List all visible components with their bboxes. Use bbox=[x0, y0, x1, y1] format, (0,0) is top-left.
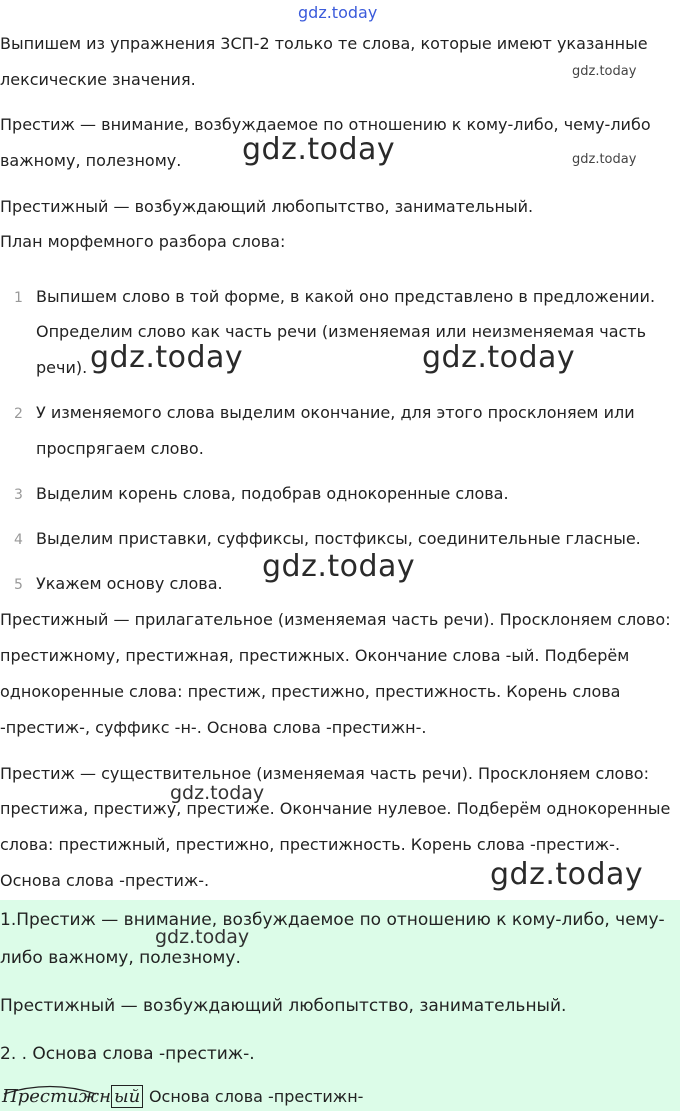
plan-item-1-line-2: Определим слово как часть речи (изменяемая или неизменяемая часть bbox=[36, 322, 647, 341]
list-number: 3 bbox=[14, 487, 23, 503]
plan-item-3 bbox=[14, 476, 509, 513]
answer-line-2: либо важному, полезному. bbox=[0, 948, 241, 968]
definition-prestizh-line-2: важному, полезному. bbox=[0, 151, 182, 170]
watermark-medium: gdz.today bbox=[155, 926, 250, 948]
plan-item-text: Укажем основу слова. bbox=[36, 574, 223, 593]
watermark-top: gdz.today bbox=[298, 3, 378, 22]
list-number: 1 bbox=[14, 290, 23, 306]
analysis-2-line-2: престижа, престижу, престиже. Окончание нулевое. Подберём однокоренные bbox=[0, 799, 671, 818]
list-number: 2 bbox=[14, 406, 23, 422]
answer-line-1: 1.Престиж — внимание, возбуждаемое по отношению к кому-либо, чему- bbox=[0, 910, 665, 930]
plan-item-2 bbox=[14, 395, 635, 432]
watermark-big: gdz.today bbox=[242, 132, 396, 167]
answer-line-4: 2. . Основа слова -престиж-. bbox=[0, 1044, 255, 1064]
morpheme-notation bbox=[2, 1086, 363, 1107]
answer-block bbox=[0, 900, 680, 1111]
plan-item-text: Выпишем слово в той форме, в какой оно представлено в предложении. bbox=[36, 287, 656, 306]
watermark-small: gdz.today bbox=[572, 152, 637, 167]
analysis-2-line-4: Основа слова -престиж-. bbox=[0, 871, 210, 890]
analysis-2-line-3: слова: престижный, престижно, престижность. Корень слова -престиж-. bbox=[0, 835, 621, 854]
intro-line-2: лексические значения. bbox=[0, 70, 196, 89]
analysis-1-line-3: однокоренные слова: престиж, престижно, престижность. Корень слова bbox=[0, 682, 621, 701]
analysis-1-line-4: -престиж-, суффикс -н-. Основа слова -престижн-. bbox=[0, 718, 427, 737]
watermark-big: gdz.today bbox=[422, 340, 576, 375]
morph-ending: ый bbox=[111, 1085, 143, 1108]
plan-item-1 bbox=[14, 279, 655, 316]
plan-item-5 bbox=[14, 566, 223, 603]
morph-text: Основа слова -престижн- bbox=[148, 1087, 364, 1106]
plan-item-1-line-3: речи). bbox=[36, 358, 88, 377]
definition-prestizhny: Престижный — возбуждающий любопытство, занимательный. bbox=[0, 197, 534, 216]
analysis-1-line-2: престижному, престижная, престижных. Окончание слова -ый. Подберём bbox=[0, 646, 630, 665]
watermark-medium: gdz.today bbox=[170, 782, 265, 804]
watermark-big: gdz.today bbox=[262, 549, 416, 584]
plan-item-text: Выделим корень слова, подобрав однокоренные слова. bbox=[36, 484, 509, 503]
plan-item-text: У изменяемого слова выделим окончание, для этого просклоняем или bbox=[36, 403, 635, 422]
watermark-small: gdz.today bbox=[572, 64, 637, 79]
answer-line-3: Престижный — возбуждающий любопытство, занимательный. bbox=[0, 996, 567, 1016]
list-number: 5 bbox=[14, 577, 23, 593]
list-number: 4 bbox=[14, 532, 23, 548]
watermark-big: gdz.today bbox=[90, 340, 244, 375]
analysis-2-line-1: Престиж — существительное (изменяемая часть речи). Просклоняем слово: bbox=[0, 764, 649, 783]
plan-item-2-line-2: проспрягаем слово. bbox=[36, 439, 204, 458]
definition-prestizh-line-1: Престиж — внимание, возбуждаемое по отношению к кому-либо, чему-либо bbox=[0, 115, 651, 134]
plan-item-text: Выделим приставки, суффиксы, постфиксы, соединительные гласные. bbox=[36, 529, 641, 548]
morph-word: Престижн bbox=[2, 1086, 111, 1107]
analysis-1-line-1: Престижный — прилагательное (изменяемая часть речи). Просклоняем слово: bbox=[0, 610, 671, 629]
plan-heading: План морфемного разбора слова: bbox=[0, 232, 286, 251]
watermark-big: gdz.today bbox=[490, 857, 644, 892]
intro-line-1: Выпишем из упражнения 3СП-2 только те слова, которые имеют указанные bbox=[0, 34, 648, 53]
